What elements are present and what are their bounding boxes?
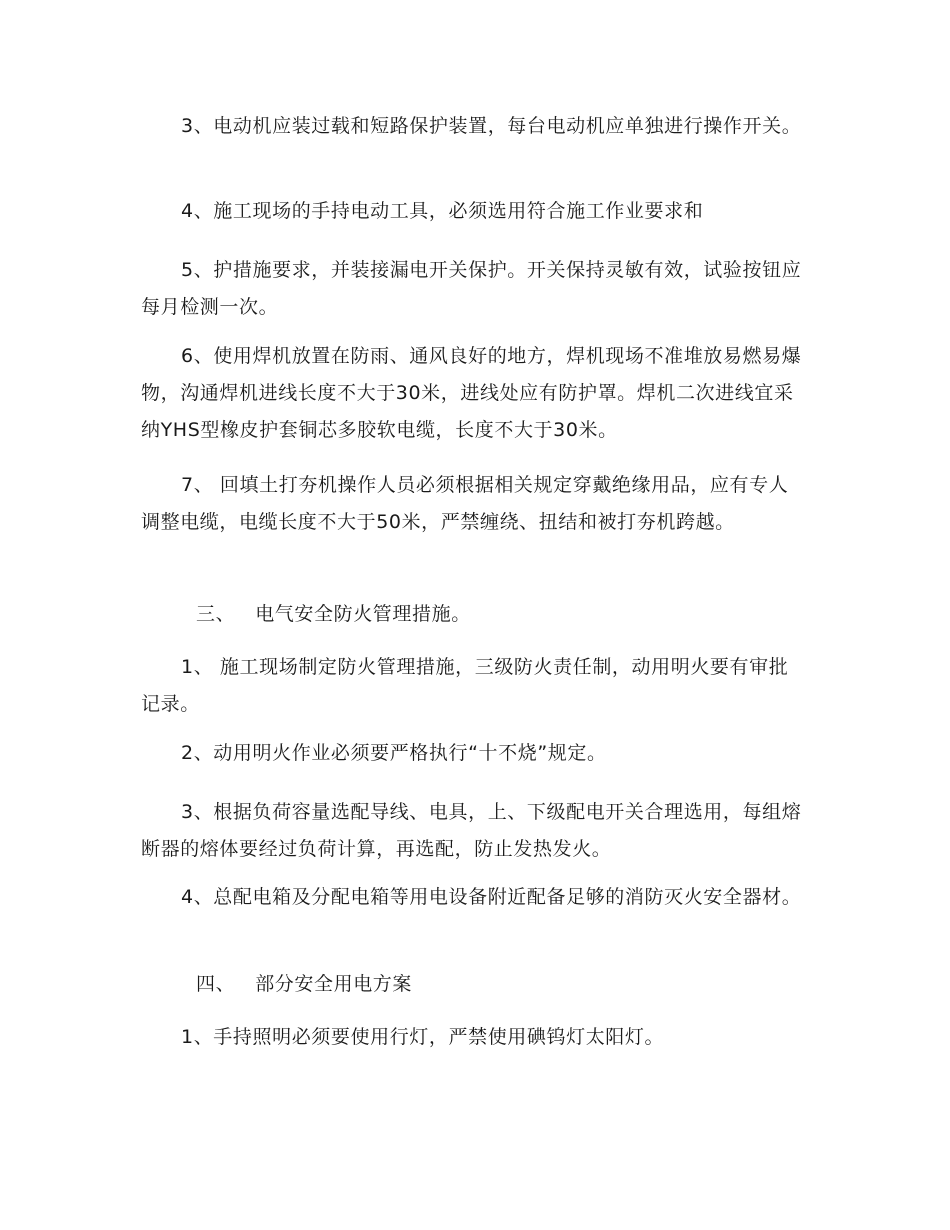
- section-heading-3: [196, 596, 471, 633]
- paragraph-item-7: [141, 467, 806, 541]
- section3-paragraph-2: [141, 735, 806, 772]
- section3-paragraph-3: [141, 794, 806, 868]
- section-title: 电气安全防火管理措施。: [255, 603, 471, 625]
- paragraph-text: 1、手持照明必须要使用行灯，严禁使用碘钨灯太阳灯。: [181, 1026, 665, 1048]
- paragraph-item-4: [141, 193, 806, 230]
- section-title: 部分安全用电方案: [255, 973, 413, 995]
- paragraph-text: 3、电动机应装过载和短路保护装置，每台电动机应单独进行操作开关。: [181, 115, 802, 137]
- paragraph-text: 6、使用焊机放置在防雨、通风良好的地方，焊机现场不准堆放易燃易爆物，沟通焊机进线长度不大于30米，进线处应有防护罩。焊机二次进线宜采纳YHS型橡皮护套铜芯多胶软电缆，长度不大于30米。: [141, 345, 802, 441]
- paragraph-text: 5、护措施要求，并装接漏电开关保护。开关保持灵敏有效，试验按钮应每月检测一次。: [141, 259, 802, 318]
- paragraph-item-6: [141, 338, 806, 449]
- section3-paragraph-1: [141, 649, 806, 723]
- section3-paragraph-4: [141, 879, 806, 916]
- section-heading-4: [196, 966, 412, 1003]
- section-number: 四、: [196, 973, 236, 995]
- paragraph-item-5: [141, 252, 806, 326]
- paragraph-text: 1、 施工现场制定防火管理措施，三级防火责任制，动用明火要有审批记录。: [141, 656, 789, 715]
- paragraph-item-3: [141, 108, 806, 145]
- paragraph-text: 4、总配电箱及分配电箱等用电设备附近配备足够的消防灭火安全器材。: [181, 886, 802, 908]
- paragraph-text: 2、动用明火作业必须要严格执行“十不烧”规定。: [181, 742, 607, 764]
- paragraph-text: 7、 回填土打夯机操作人员必须根据相关规定穿戴绝缘用品，应有专人调整电缆，电缆长度不大于50米，严禁缠绕、扭结和被打夯机跨越。: [141, 474, 789, 533]
- paragraph-text: 4、施工现场的手持电动工具，必须选用符合施工作业要求和: [181, 200, 704, 222]
- paragraph-text: 3、根据负荷容量选配导线、电具，上、下级配电开关合理选用，每组熔断器的熔体要经过负荷计算，再选配，防止发热发火。: [141, 801, 802, 860]
- section4-paragraph-1: [141, 1019, 806, 1056]
- section-number: 三、: [196, 603, 236, 625]
